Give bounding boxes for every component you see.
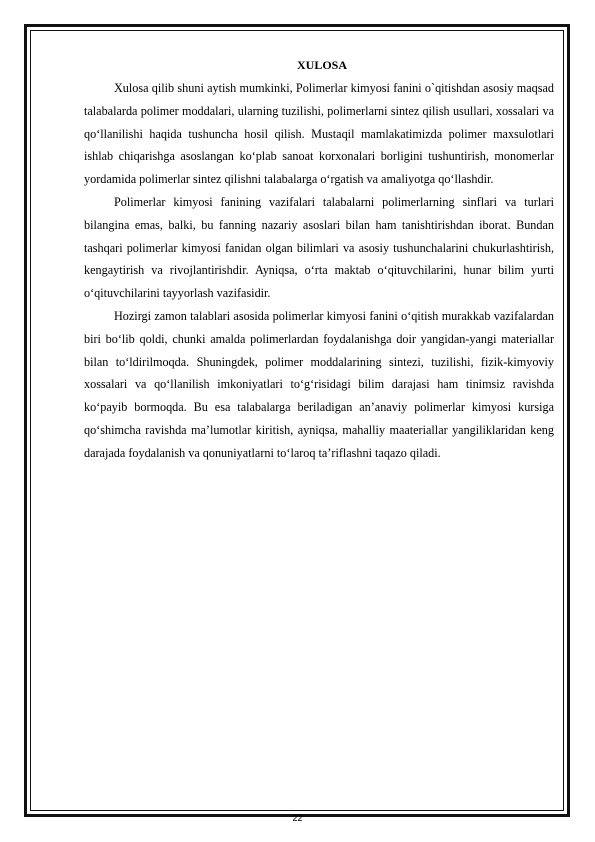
page-number: 22: [292, 813, 303, 823]
section-heading: XULOSA: [296, 58, 347, 72]
paragraph-3: Hozirgi zamon talablari asosida polimerlar kimyosi fanini o‘qitish murakkab vazifalardan biri bo‘lib qoldi, chunki amalda polimerlardan foydalanishga doir yangidan-yangi materiallar bilan to‘ldirilmoqda. Shuningdek, polimer moddalarining sintezi, tuzilishi, fizik-kimyoviy xossalari va qo‘llanilish imkoniyatlari to‘g‘risidagi bilim darajasi ham tinimsiz ravishda ko‘payib bormoqda. Bu esa talabalarga beriladigan an’anaviy polimerlar kimyosi kursiga qo‘shimcha ravishda ma’lumotlar kiritish, ayniqsa, mahalliy maateriallar yangiliklaridan keng darajada foydalanish va qonuniyatlarni to‘laroq ta’riflashni taqazo qiladi.: [84, 308, 554, 460]
paragraph-1: Xulosa qilib shuni aytish mumkinki, Polimerlar kimyosi fanini o`qitishdan asosiy maqsad talabalarda polimer moddalari, ularning tuzilishi, polimerlarni sintez qilish usullari, xossalari va qo‘llanilishi haqida tushuncha hosil qilish. Mustaqil mamlakatimizda polimer maxsulotlari ishlab chiqarishga asoslangan ko‘plab sanoat korxonalari borligini tushuntirish, monomerlar yordamida polimerlar sintez qilishni talabalarga o‘rgatish va amaliyotga qo‘llashdir.: [84, 81, 554, 187]
document-body: [84, 58, 554, 465]
paragraph-2: Polimerlar kimyosi fanining vazifalari talabalarni polimerlarning sinflari va turlari bilangina emas, balki, bu fanning nazariy asoslari bilan ham tanishtirishdan iborat. Bundan tashqari polimerlar kimyosi fanidan olgan bilimlari va asosiy tushunchalarini chukurlashtirish, kengaytirish va rivojlantirishdir. Ayniqsa, o‘rta maktab o‘qituvchilarini, hunar bilim yurti o‘qituvchilarini tayyorlash vazifasidir.: [84, 194, 554, 301]
